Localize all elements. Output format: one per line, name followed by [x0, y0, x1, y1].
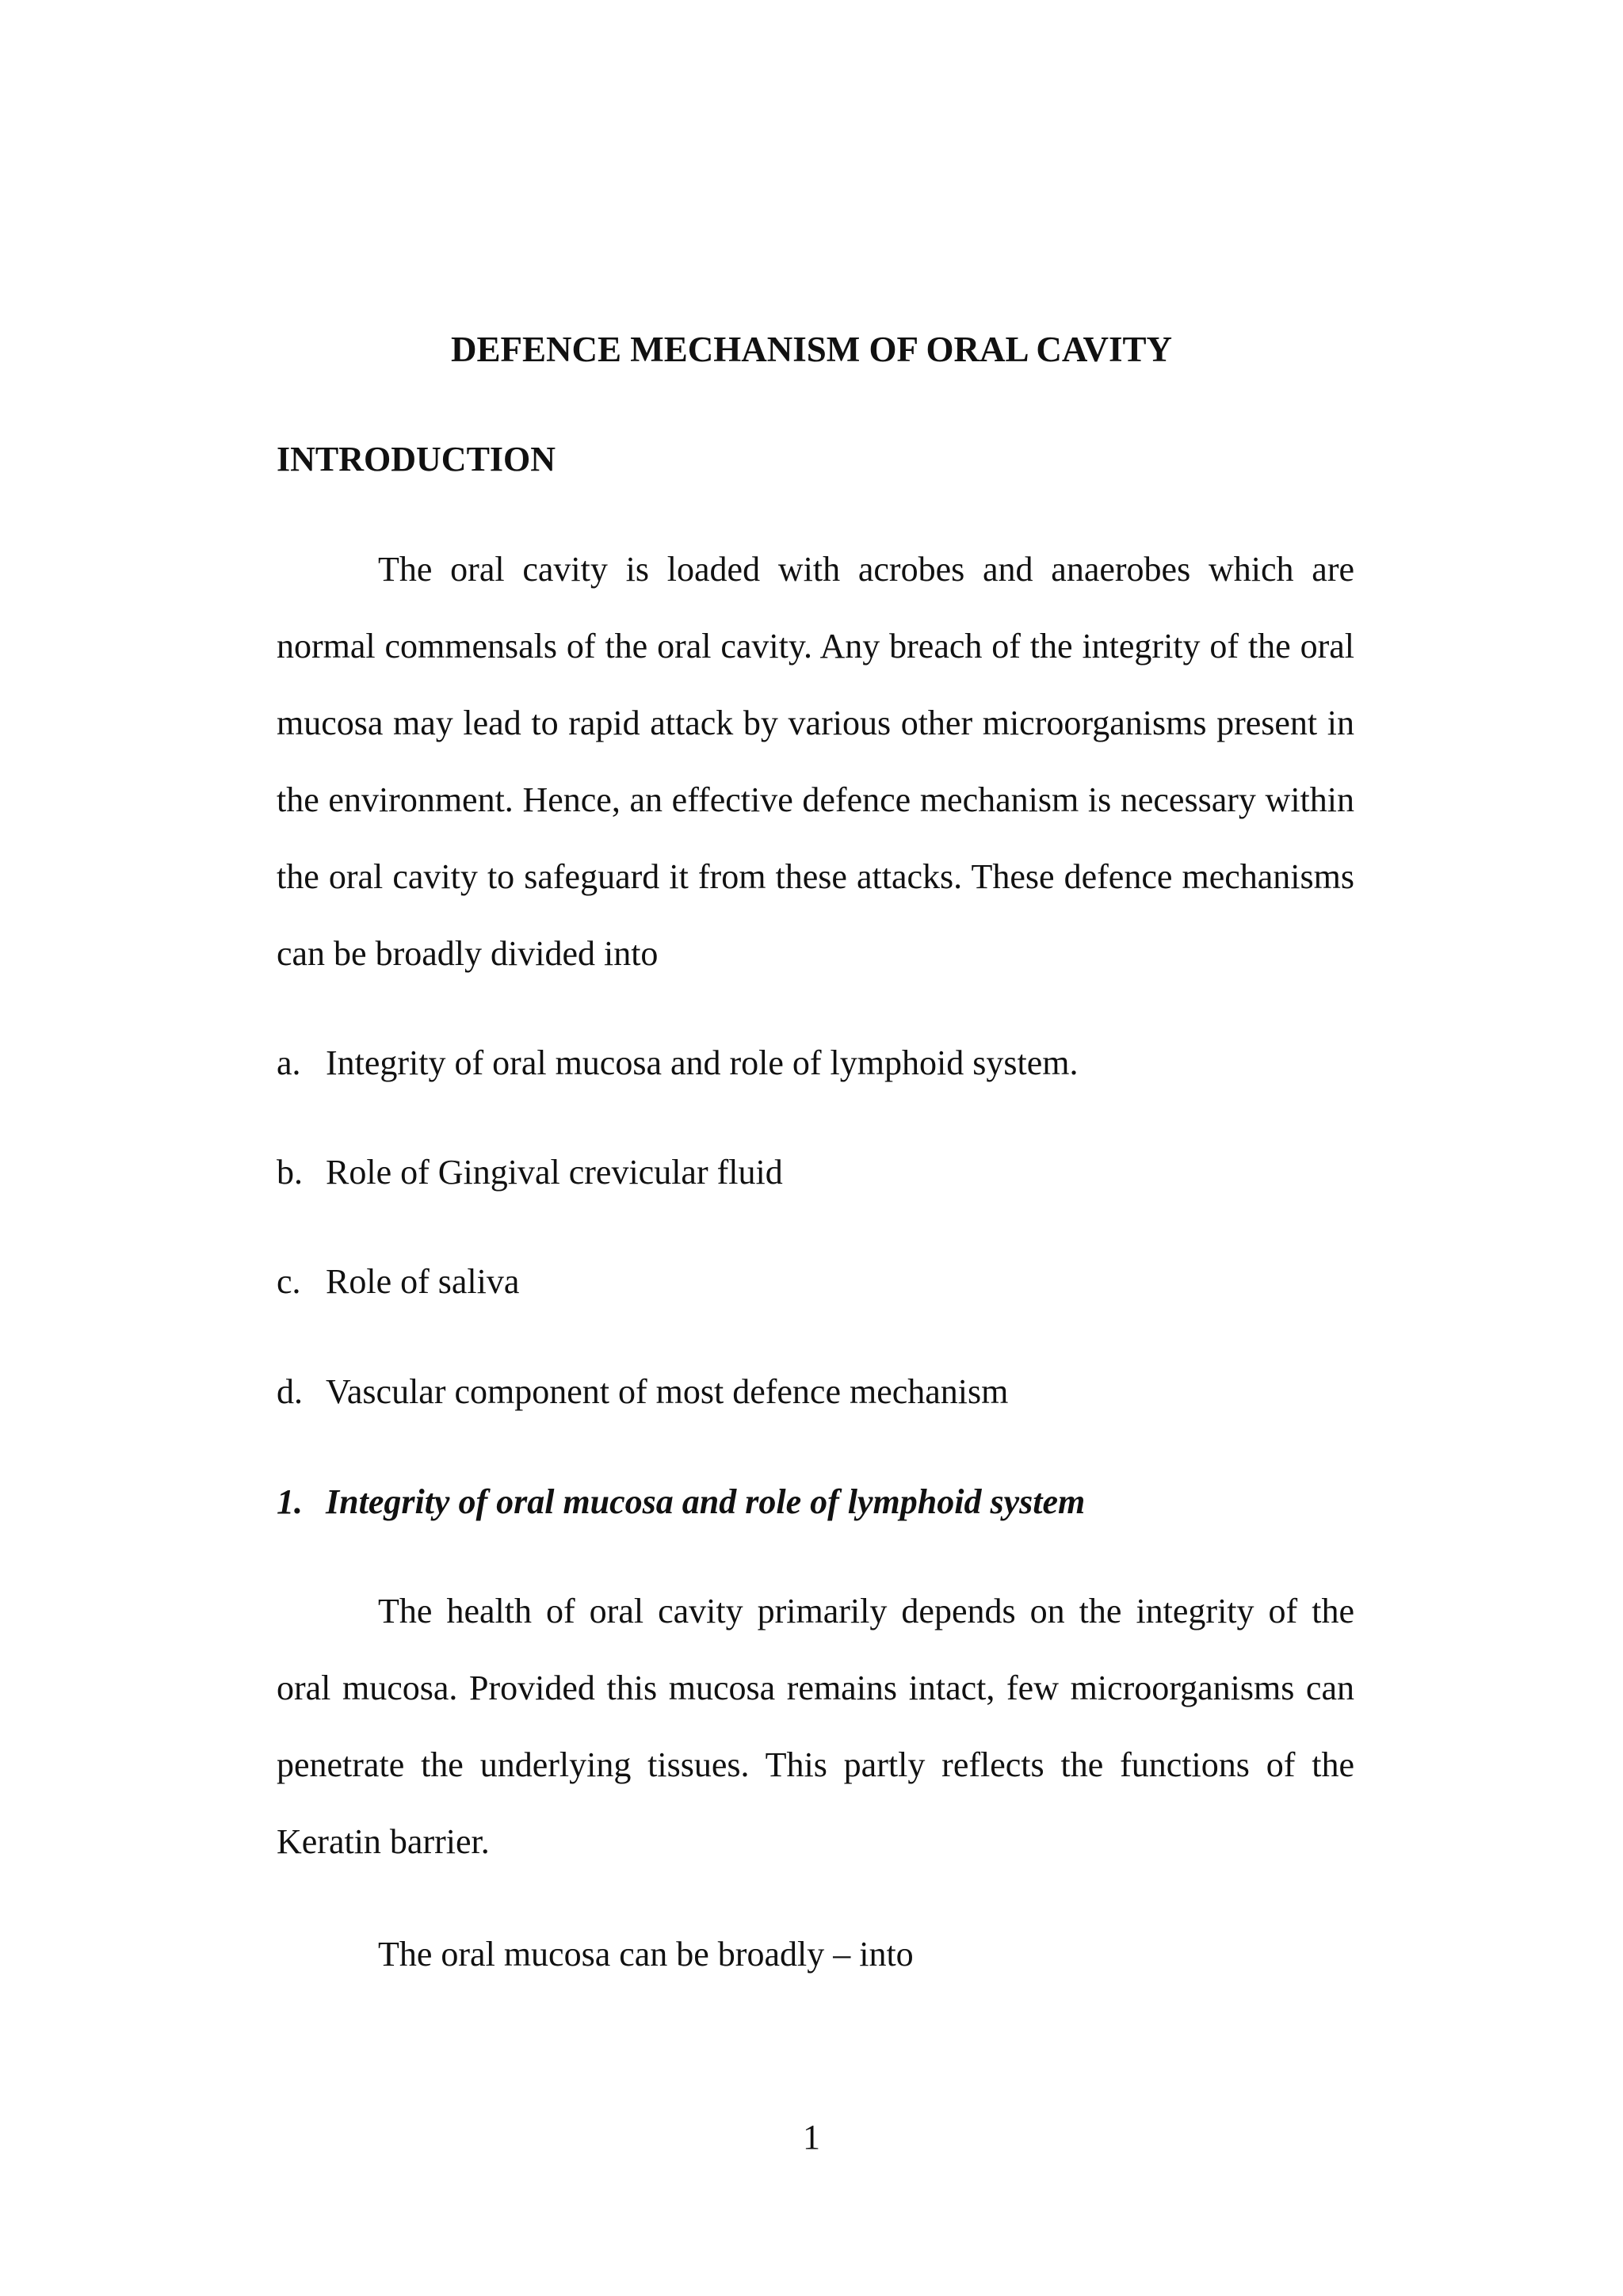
- list-item: [277, 1260, 519, 1304]
- section-heading-text: Integrity of oral mucosa and role of lymphoid system: [326, 1482, 1086, 1521]
- section-marker: 1.: [277, 1482, 303, 1521]
- section-1-paragraph-2: The oral mucosa can be broadly – into: [378, 1935, 914, 1974]
- page-number: 1: [803, 2118, 820, 2157]
- list-item: [277, 1150, 783, 1195]
- section-1-paragraph: The health of oral cavity primarily depends on the integrity of the oral mucosa. Provided this mucosa remains intact, few microorganisms can penetrate the underlying tissues. This partly reflects the functions of the Keratin barrier.: [277, 1592, 1354, 1861]
- page-title: DEFENCE MECHANISM OF ORAL CAVITY: [450, 330, 1173, 369]
- intro-paragraph: The oral cavity is loaded with acrobes and anaerobes which are normal commensals of the oral cavity. Any breach of the integrity of the oral mucosa may lead to rapid attack by various other microorganisms present in the environment. Hence, an effective defence mechanism is necessary within the oral cavity to safeguard it from these attacks. These defence mechanisms can be broadly divided into: [277, 550, 1354, 973]
- list-marker: c.: [277, 1262, 301, 1301]
- list-marker: d.: [277, 1372, 303, 1411]
- list-item-text: Vascular component of most defence mechanism: [326, 1372, 1009, 1411]
- list-item: [277, 1041, 1078, 1085]
- list-marker: a.: [277, 1043, 301, 1082]
- list-item: [277, 1370, 1008, 1414]
- list-item-text: Role of Gingival crevicular fluid: [326, 1153, 783, 1192]
- introduction-heading: INTRODUCTION: [277, 440, 556, 479]
- list-marker: b.: [277, 1153, 303, 1192]
- section-1-heading: [277, 1480, 1085, 1524]
- list-item-text: Integrity of oral mucosa and role of lymphoid system.: [326, 1043, 1079, 1082]
- list-item-text: Role of saliva: [326, 1262, 520, 1301]
